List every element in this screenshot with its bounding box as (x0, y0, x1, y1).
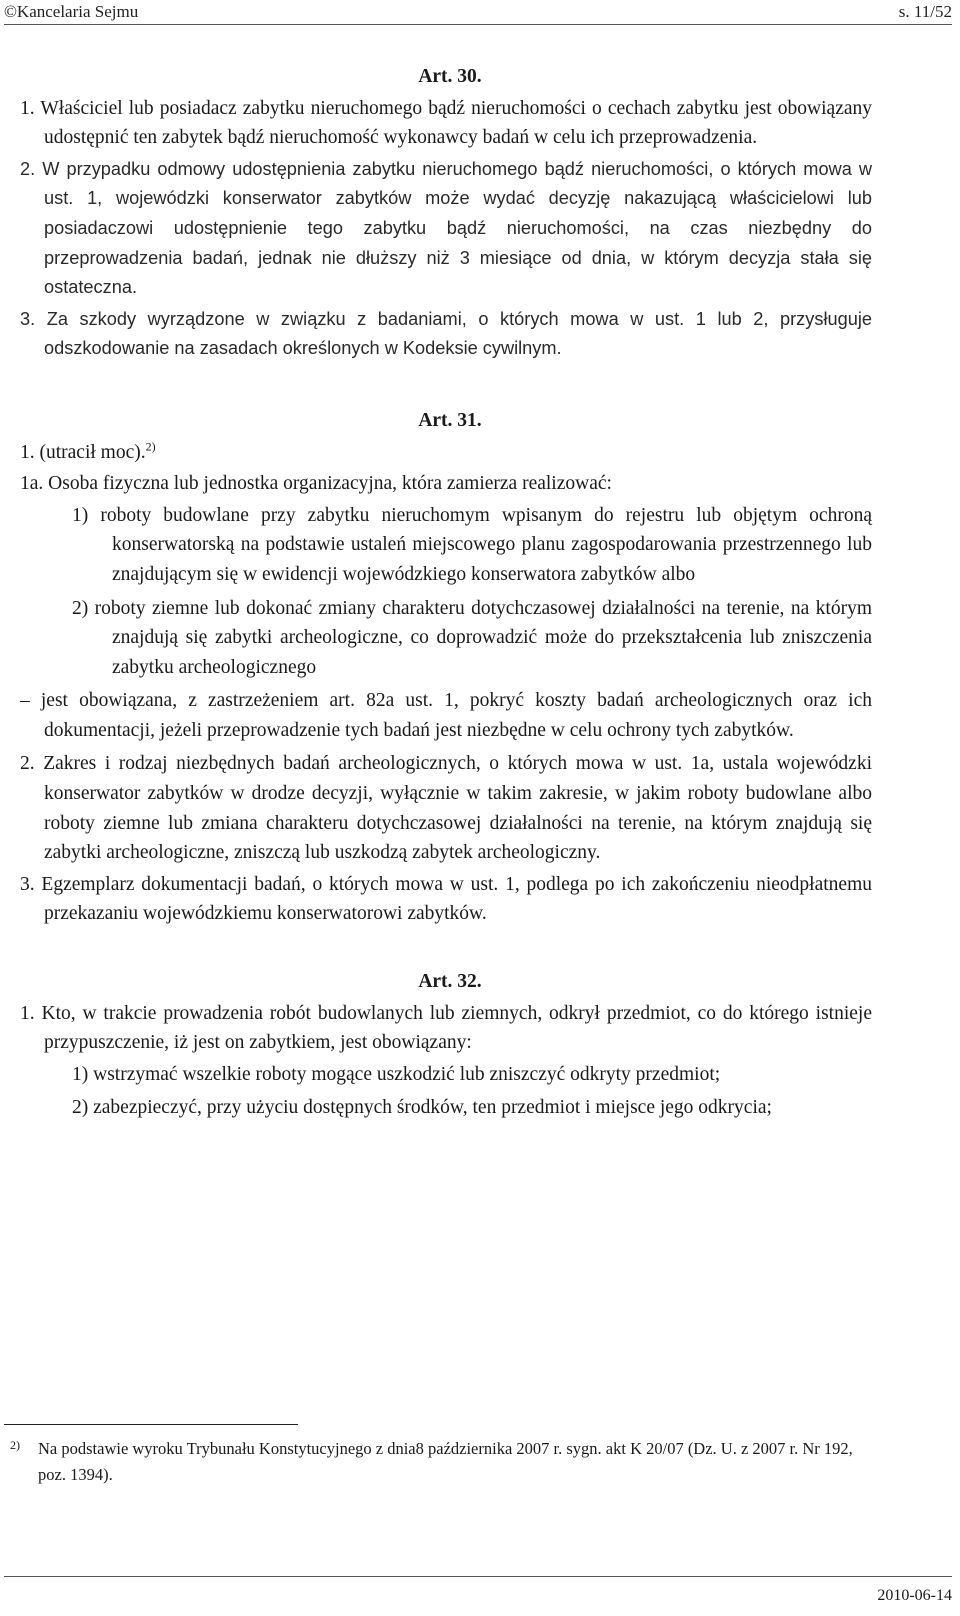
copyright-label: ©Kancelaria Sejmu (4, 2, 139, 21)
article-31-title: Art. 31. (418, 409, 482, 431)
art30-para-2: 2. W przypadku odmowy udostępnienia zabytku nieruchomego bądź nieruchomości, o których mowa w ust. 1, wojewódzki konserwator zabytków może wydać decyzję nakazującą właścicielowi lub posiadaczowi udostępnienie tego zabytku bądź nieruchomości, na czas niezbędny do przeprowadzenia badań, jednak nie dłuższy niż 3 miesiące od dnia, w którym decyzja stała się ostateczna. (20, 158, 872, 298)
footnote-mark: 2) (10, 1438, 20, 1452)
art32-para-1: 1. Kto, w trakcie prowadzenia robót budowlanych lub ziemnych, odkrył przedmiot, co do którego istnieje przypuszczenie, iż jest on zabytkiem, jest obowiązany: (20, 1002, 872, 1054)
page-footer (4, 1576, 952, 1604)
publication-date: 2010-06-14 (877, 1587, 952, 1604)
art31-para-1-text: 1. (utracił moc). (20, 441, 146, 463)
art32-item-1: 1) wstrzymać wszelkie roboty mogące uszkodzić lub zniszczyć odkryty przedmiot; (72, 1063, 721, 1085)
art31-para-1a: 1a. Osoba fizyczna lub jednostka organizacyjna, która zamierza realizować: (20, 473, 612, 495)
art30-para-1: 1. Właściciel lub posiadacz zabytku nieruchomego bądź nieruchomości o cechach zabytku jest obowiązany udostępnić ten zabytek bądź nieruchomość wykonawcy badań w celu ich przeprowadzenia. (20, 97, 872, 149)
footnote-ref: 2) (145, 439, 156, 454)
page-number: s. 11/52 (898, 2, 952, 21)
art31-item-1: 1) roboty budowlane przy zabytku nieruchomym wpisanym do rejestru lub objętym ochroną konserwatorską na podstawie ustaleń miejscowego planu zagospodarowania przestrzennego lub znajdującym się w ewidencji wojewódzkiego konserwatora zabytków albo (72, 504, 872, 585)
art31-para-3: 3. Egzemplarz dokumentacji badań, o których mowa w ust. 1, podlega po ich zakończeniu nieodpłatnemu przekazaniu wojewódzkiemu konserwatorowi zabytków. (20, 873, 872, 925)
art31-para-2: 2. Zakres i rodzaj niezbędnych badań archeologicznych, o których mowa w ust. 1a, ustala wojewódzki konserwator zabytków w drodze decyzji, wyłącznie w takim zakresie, w jakim roboty budowlane albo roboty ziemne lub zmiana charakteru dotychczasowej działalności na terenie, na którym znajdują się zabytki archeologiczne, zniszczą lub uszkodzą zabytek archeologiczny. (20, 753, 872, 864)
art31-para-1 (20, 438, 872, 468)
art32-item-2: 2) zabezpieczyć, przy użyciu dostępnych środków, ten przedmiot i miejsce jego odkrycia; (72, 1097, 772, 1119)
article-32-title: Art. 32. (418, 971, 482, 993)
article-30-title: Art. 30. (418, 66, 482, 87)
document-body (20, 62, 872, 1127)
art30-para-3: 3. Za szkody wyrządzone w związku z badaniami, o których mowa w ust. 1 lub 2, przysługuje odszkodowanie na zasadach określonych w Kodeksie cywilnym. (20, 308, 872, 359)
spacer (20, 931, 872, 967)
footnote-text: Na podstawie wyroku Trybunału Konstytucyjnego z dnia8 października 2007 r. sygn. akt K 20/07 (Dz. U. z 2007 r. Nr 192, poz. 1394). (38, 1439, 853, 1484)
footnote-divider (4, 1424, 298, 1425)
header-rule (4, 24, 952, 25)
art31-item-2: 2) roboty ziemne lub dokonać zmiany charakteru dotychczasowej działalności na terenie, na którym znajdują się zabytki archeologiczne, co doprowadzić może do przekształcenia lub zniszczenia zabytku archeologicznego (72, 597, 872, 678)
spacer (20, 366, 872, 406)
art31-dash-clause: – jest obowiązana, z zastrzeżeniem art. 82a ust. 1, pokryć koszty badań archeologicznych oraz ich dokumentacji, jeżeli przeprowadzenie tych badań jest niezbędne w celu ochrony tych zabytków. (20, 690, 872, 741)
footnote (10, 1436, 870, 1488)
page-header (0, 0, 960, 22)
